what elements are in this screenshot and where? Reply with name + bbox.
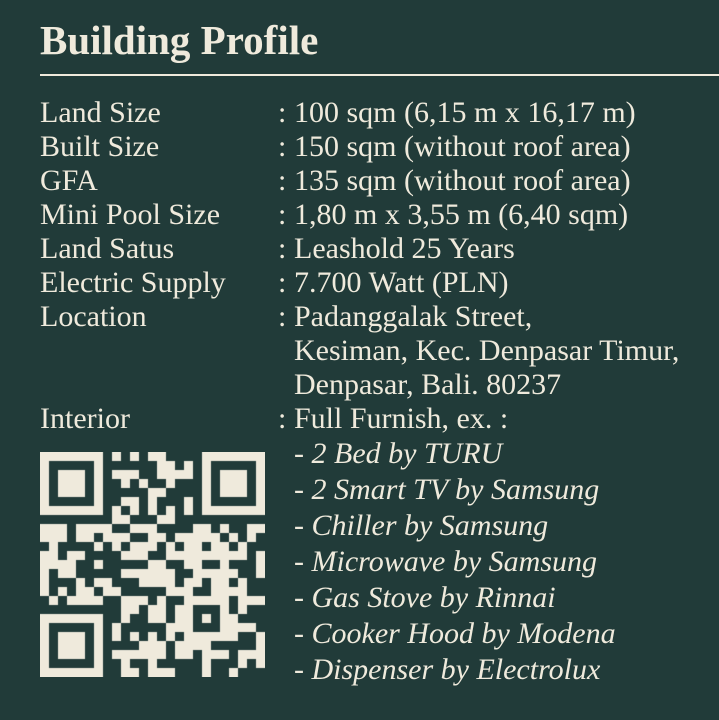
title-divider bbox=[40, 74, 719, 76]
qr-code bbox=[40, 452, 265, 677]
row-colon: : bbox=[278, 198, 287, 231]
row-electric-supply bbox=[40, 266, 719, 300]
row-colon: : bbox=[278, 96, 287, 129]
location-line-1: Padanggalak Street, bbox=[294, 300, 533, 333]
row-gfa bbox=[40, 164, 719, 198]
row-label: Electric Supply bbox=[40, 266, 226, 299]
row-label: Location bbox=[40, 300, 147, 333]
row-label: Interior bbox=[40, 402, 130, 435]
row-land-size bbox=[40, 96, 719, 130]
row-value: 1,80 m x 3,55 m (6,40 sqm) bbox=[294, 198, 629, 231]
row-colon: : bbox=[278, 130, 287, 163]
row-location bbox=[40, 300, 719, 402]
row-colon: : bbox=[278, 300, 287, 333]
row-value: 135 sqm (without roof area) bbox=[294, 164, 631, 197]
row-value: 150 sqm (without roof area) bbox=[294, 130, 631, 163]
interior-item: - Cooker Hood by Modena bbox=[294, 617, 616, 650]
row-label: Built Size bbox=[40, 130, 160, 163]
row-label: GFA bbox=[40, 164, 98, 197]
interior-item: - Gas Stove by Rinnai bbox=[294, 581, 556, 614]
interior-item: - 2 Bed by TURU bbox=[294, 437, 503, 470]
interior-item: - Microwave by Samsung bbox=[294, 545, 597, 578]
row-value: 100 sqm (6,15 m x 16,17 m) bbox=[294, 96, 636, 129]
interior-item: - Chiller by Samsung bbox=[294, 509, 549, 542]
row-label: Land Satus bbox=[40, 232, 175, 265]
row-land-status bbox=[40, 232, 719, 266]
row-value-lines bbox=[294, 300, 719, 402]
row-colon: : bbox=[278, 266, 287, 299]
page-title: Building Profile bbox=[40, 17, 319, 63]
row-value bbox=[294, 402, 719, 688]
interior-item: - Dispenser by Electrolux bbox=[294, 653, 601, 686]
header bbox=[0, 0, 719, 64]
row-value: 7.700 Watt (PLN) bbox=[294, 266, 509, 299]
row-colon: : bbox=[278, 402, 287, 435]
row-mini-pool-size bbox=[40, 198, 719, 232]
row-label: Land Size bbox=[40, 96, 161, 129]
row-label: Mini Pool Size bbox=[40, 198, 221, 231]
location-line-2: Kesiman, Kec. Denpasar Timur, bbox=[294, 334, 680, 367]
row-built-size bbox=[40, 130, 719, 164]
location-line-3: Denpasar, Bali. 80237 bbox=[294, 368, 562, 401]
row-value: Leashold 25 Years bbox=[294, 232, 515, 265]
row-colon: : bbox=[278, 232, 287, 265]
interior-items bbox=[294, 436, 719, 688]
row-colon: : bbox=[278, 164, 287, 197]
interior-summary: Full Furnish, ex. : bbox=[294, 402, 509, 435]
interior-item: - 2 Smart TV by Samsung bbox=[294, 473, 600, 506]
